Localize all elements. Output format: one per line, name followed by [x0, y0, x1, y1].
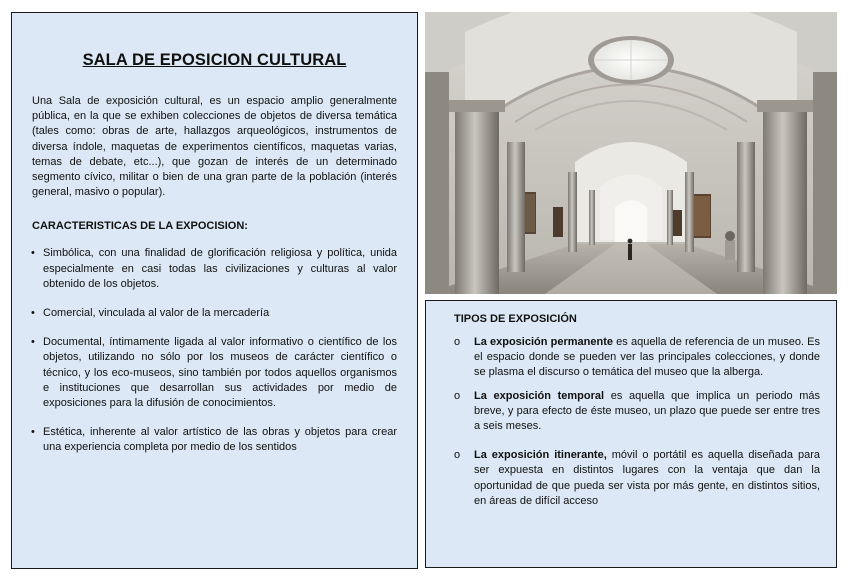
characteristics-heading: CARACTERISTICAS DE LA EXPOCISION: [32, 220, 248, 233]
characteristic-text: Comercial, vinculada al valor de la mercadería [43, 307, 270, 320]
right-info-panel [425, 300, 837, 568]
intro-paragraph: Una Sala de exposición cultural, es un espacio amplio generalmente pública, en la que se exhiben colecciones de objetos de diversa temática (tales como: obras de arte, hallazgos arqueológicos, instrumentos de diversa índole, maquetas de experimentos científicos, maquetas varias, temas de debate, etc...), que gozan de interés de un determinado segmento cívico, militar o bien de una gran parte de la población (interés general, masivo o popular). [32, 95, 397, 199]
type-item-itinerante [454, 448, 820, 509]
bullet-icon: • [31, 426, 35, 439]
characteristic-item-estetica [32, 425, 397, 455]
bullet-icon: • [31, 247, 35, 260]
museum-gallery-photo [425, 12, 837, 294]
type-item-temporal [454, 389, 820, 435]
type-term: La exposición temporal [474, 389, 605, 402]
type-description: es aquella que implica un periodo más breve, y para efecto de éste museo, un plazo que puede ser entre tres a seis meses. [474, 389, 820, 433]
characteristic-item-documental [32, 335, 397, 411]
bullet-icon: • [31, 307, 35, 320]
type-term: La exposición itinerante, [474, 449, 607, 462]
page-title: SALA DE EPOSICION CULTURAL [82, 51, 347, 69]
characteristic-item-comercial [32, 306, 397, 321]
characteristic-text: Simbólica, con una finalidad de glorificación religiosa y política, unida especialmente en casi todas las civilizaciones y culturas al valor obtenido de los objetos. [43, 247, 397, 290]
characteristic-text: Estética, inherente al valor artístico de las obras y objetos para crear una experiencia completa por medio de los sentidos [43, 426, 397, 454]
characteristic-text: Documental, íntimamente ligada al valor informativo o científico de los objetos, utilizando no sólo por los museos de carácter científico o técnico, y los eco-museos, sino también por todos aquellos organismos e instituciones que desarrollan sus actividades por medio de exposiciones para la difusión de conocimientos. [43, 336, 397, 410]
types-heading: TIPOS DE EXPOSICIÓN [454, 313, 577, 325]
left-info-panel [11, 12, 418, 569]
type-term: La exposición permanente [474, 336, 613, 348]
characteristics-list [32, 246, 397, 455]
circle-bullet-icon: o [454, 336, 461, 348]
type-item-permanente [454, 335, 820, 381]
bullet-icon: • [31, 336, 35, 349]
type-description: móvil o portátil es aquella diseñada para ser expuesta en distintos lugares con la ventaja que dan la oportunidad de que pueda ser vista por más gente, en distintos sitios, en áreas de difícil acceso [474, 449, 820, 507]
characteristic-item-simbolica [32, 246, 397, 292]
type-description: es aquella de referencia de un museo. Es el espacio donde se pueden ver las principales colecciones, y donde se plasma el discurso o temática del museo que la alberga. [474, 336, 820, 379]
circle-bullet-icon: o [454, 449, 461, 462]
circle-bullet-icon: o [454, 389, 461, 402]
types-list [454, 335, 820, 509]
